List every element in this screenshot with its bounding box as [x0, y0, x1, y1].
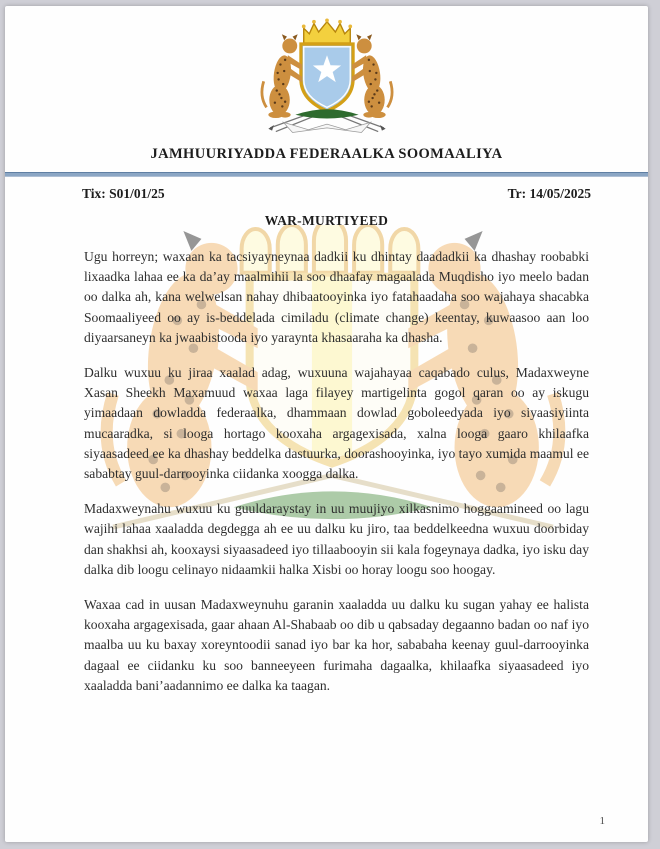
- header-divider: [5, 172, 648, 177]
- document-date: Tr: 14/05/2025: [507, 186, 591, 201]
- letterhead-title: JAMHUURIYADDA FEDERAALKA SOOMAALIYA: [150, 146, 503, 162]
- meta-row: [82, 186, 591, 202]
- body-paragraph-3: Madaxweynahu wuxuu ku guuldaraystay in uu muujiyo xilkasnimo hoggaamineed oo lagu wajihi lahaa xaaladda degdegga ah ee uu dalku ku jiro, taa beddelkeedna wuxuu doorbiday dan shakhsi ah, kooxaysi siyaasadeed iyo tillaabooyin sii kala fogeynaya dadka, iyo isku day dalka dib loogu celinayo nidaamkii halka Xisbi oo horay loogu soo hoogay.: [84, 501, 589, 577]
- somalia-coat-of-arms-icon: [257, 18, 397, 146]
- page-number: 1: [599, 815, 605, 827]
- body-paragraph-4: Waxaa cad in uusan Madaxweynuhu garanin xaaladda uu dalku ku sugan yahay ee halista kooxaha argagexisada, gaar ahaan Al-Shabaab oo dib u qabsaday degaanno badan oo naf iyo maalba uu ku baxay xoreyntoodii sanad iyo bar ka hor, sababaha keenay guul-darrooyinka dagaal ee ciidanku ku soo banneeyeen furimaha dagaalka, khilaafka siyaasadeed iyo xaaladda bani’aadannimo ee dalka ka taagan.: [84, 597, 589, 693]
- document-page: [5, 6, 648, 842]
- body-paragraph-2: Dalku wuxuu ku jiraa xaalad adag, wuxuuna wajahayaa caqabado culus, Madaxweyne Xasan Sheekh Maxamuud waxaa laga filayey martigelinta gogol qaran oo ay iskugu yimaadaan dowladda federaalka, dhammaan dowlad goboleedyada iyo siyaasiyiinta mucaaradka, si looga hortago kooxaha argagexisada, xalna looga gaaro khilaafka siyaasadeed ee ka dhashay beddelka dastuurka, doorashooyinka, iyo tayo xumida maamul ee sababtay guul-darrooyinka ciidanka xoogga dalka.: [84, 365, 589, 482]
- reference-number: Tix: S01/01/25: [82, 186, 165, 201]
- document-body: [84, 247, 589, 711]
- body-paragraph-1: Ugu horreyn; waxaan ka tacsiyayneynaa dadkii ku dhintay daadadkii ka dhashay roobabki lixaadka lahaa ee ka da’ay maalmihii la soo dhaafay magaalada Muqdisho iyo meelo badan oo dalka ah, kana welwelsan nahay dhibaatooyinka iyo fatahaadaha soo wajahaya shacabka Soomaaliyeed oo ay is-beddelada cimiladu (climate change) keentay, kuwaasoo aan loo diyaarsaneyn ka jwaabistooda iyo yaraynta khasaaraha ka dhasha.: [84, 249, 589, 345]
- document-title: WAR-MURTIYEED: [264, 213, 389, 228]
